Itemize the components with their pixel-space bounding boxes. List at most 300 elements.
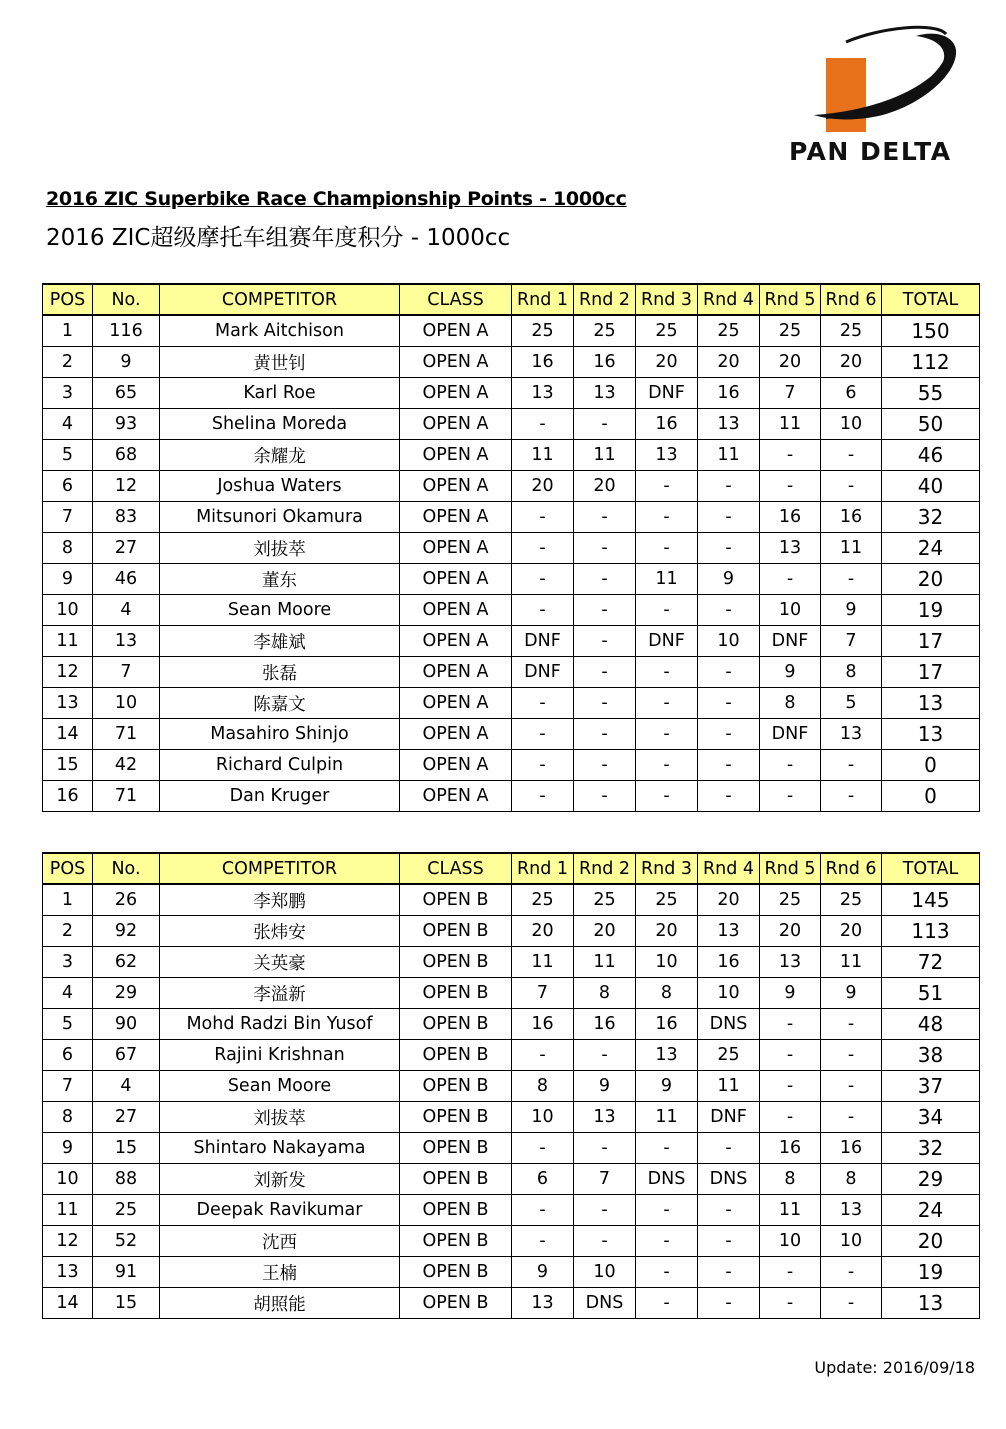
cell-class: OPEN B [400,1102,512,1133]
cell-rnd-1: 16 [512,347,574,378]
cell-rnd-3: 10 [636,947,698,978]
cell-rnd-1: 7 [512,978,574,1009]
cell-total: 29 [882,1164,980,1195]
cell-rnd-2: - [574,657,636,688]
cell-rnd-1: - [512,781,574,812]
cell-rnd-5: 9 [760,657,821,688]
cell-class: OPEN A [400,315,512,347]
cell-rnd-6: - [821,440,882,471]
update-date: Update: 2016/09/18 [814,1358,975,1377]
cell-rnd-6: 16 [821,1133,882,1164]
table-row [43,1288,980,1319]
cell-competitor: Shintaro Nakayama [160,1133,400,1164]
cell-total: 50 [882,409,980,440]
cell-total: 55 [882,378,980,409]
cell-rnd-3: - [636,595,698,626]
cell-rnd-1: - [512,595,574,626]
cell-total: 20 [882,1226,980,1257]
cell-class: OPEN A [400,719,512,750]
cell-rnd-5: 20 [760,916,821,947]
cell-rnd-6: 25 [821,315,882,347]
cell-rnd-3: - [636,471,698,502]
header-rnd-4: Rnd 4 [698,284,760,315]
cell-competitor: 李雄斌 [160,626,400,657]
cell-rnd-6: - [821,1071,882,1102]
cell-rnd-4: 16 [698,947,760,978]
cell-rnd-1: 11 [512,947,574,978]
cell-pos: 9 [43,1133,93,1164]
cell-rnd-5: 11 [760,1195,821,1226]
cell-rnd-4: - [698,750,760,781]
cell-pos: 6 [43,1040,93,1071]
cell-rnd-4: - [698,471,760,502]
cell-class: OPEN A [400,378,512,409]
cell-rnd-5: - [760,781,821,812]
cell-rnd-2: - [574,533,636,564]
table-row [43,533,980,564]
header-rnd-6: Rnd 6 [821,284,882,315]
cell-competitor: 刘新发 [160,1164,400,1195]
table-row [43,1133,980,1164]
cell-rnd-6: 8 [821,657,882,688]
cell-rnd-3: 20 [636,916,698,947]
cell-class: OPEN B [400,884,512,916]
cell-total: 38 [882,1040,980,1071]
cell-rnd-3: DNF [636,378,698,409]
cell-rnd-1: - [512,533,574,564]
cell-rnd-2: DNS [574,1288,636,1319]
cell-total: 0 [882,781,980,812]
cell-competitor: Deepak Ravikumar [160,1195,400,1226]
cell-number: 25 [93,1195,160,1226]
cell-rnd-5: - [760,440,821,471]
cell-rnd-6: 9 [821,978,882,1009]
header-pos: POS [43,284,93,315]
table-row [43,688,980,719]
cell-rnd-4: 13 [698,409,760,440]
cell-rnd-5: - [760,750,821,781]
table-row [43,347,980,378]
cell-pos: 11 [43,626,93,657]
cell-total: 17 [882,657,980,688]
cell-rnd-1: - [512,688,574,719]
cell-rnd-1: 25 [512,884,574,916]
logo-text: PAN DELTA [789,137,952,166]
cell-rnd-5: 16 [760,1133,821,1164]
cell-rnd-4: DNS [698,1164,760,1195]
cell-rnd-5: DNF [760,719,821,750]
cell-rnd-2: - [574,1195,636,1226]
cell-rnd-6: - [821,1009,882,1040]
table-row [43,1257,980,1288]
cell-rnd-5: - [760,1040,821,1071]
cell-number: 46 [93,564,160,595]
cell-competitor: 张炜安 [160,916,400,947]
cell-competitor: 刘拔萃 [160,1102,400,1133]
cell-pos: 14 [43,719,93,750]
table-row [43,1040,980,1071]
header-total: TOTAL [882,284,980,315]
cell-rnd-4: 13 [698,916,760,947]
table-row [43,471,980,502]
cell-rnd-3: 25 [636,315,698,347]
cell-rnd-2: - [574,1040,636,1071]
cell-rnd-6: 9 [821,595,882,626]
standings-table-open-b [42,852,980,1319]
cell-total: 20 [882,564,980,595]
header-rnd-5: Rnd 5 [760,284,821,315]
cell-pos: 5 [43,1009,93,1040]
cell-pos: 14 [43,1288,93,1319]
cell-class: OPEN B [400,947,512,978]
cell-pos: 7 [43,1071,93,1102]
cell-competitor: Rajini Krishnan [160,1040,400,1071]
cell-rnd-2: - [574,502,636,533]
table-row [43,978,980,1009]
cell-rnd-4: - [698,1226,760,1257]
cell-total: 24 [882,533,980,564]
cell-rnd-4: 11 [698,1071,760,1102]
cell-rnd-4: - [698,1133,760,1164]
cell-competitor: 陈嘉文 [160,688,400,719]
cell-number: 27 [93,1102,160,1133]
cell-total: 17 [882,626,980,657]
table-row [43,315,980,347]
cell-number: 71 [93,719,160,750]
cell-class: OPEN B [400,1288,512,1319]
cell-rnd-6: - [821,750,882,781]
cell-rnd-3: - [636,1195,698,1226]
cell-class: OPEN A [400,688,512,719]
cell-competitor: 关英豪 [160,947,400,978]
header-class: CLASS [400,853,512,884]
cell-rnd-3: 11 [636,564,698,595]
cell-total: 150 [882,315,980,347]
cell-competitor: 刘拔萃 [160,533,400,564]
header-rnd-2: Rnd 2 [574,853,636,884]
cell-rnd-6: 6 [821,378,882,409]
table-body [43,884,980,1319]
table-row [43,378,980,409]
cell-class: OPEN A [400,657,512,688]
cell-pos: 13 [43,688,93,719]
cell-rnd-1: 20 [512,471,574,502]
cell-rnd-2: - [574,750,636,781]
cell-rnd-3: 13 [636,440,698,471]
header-competitor: COMPETITOR [160,284,400,315]
cell-total: 145 [882,884,980,916]
cell-number: 67 [93,1040,160,1071]
cell-rnd-3: - [636,533,698,564]
cell-rnd-6: - [821,781,882,812]
cell-total: 46 [882,440,980,471]
cell-class: OPEN B [400,1009,512,1040]
cell-number: 12 [93,471,160,502]
cell-competitor: Shelina Moreda [160,409,400,440]
cell-class: OPEN A [400,471,512,502]
cell-rnd-4: - [698,1257,760,1288]
cell-rnd-2: 20 [574,471,636,502]
header-rnd-3: Rnd 3 [636,853,698,884]
cell-total: 34 [882,1102,980,1133]
cell-rnd-2: - [574,1226,636,1257]
cell-number: 4 [93,595,160,626]
cell-rnd-3: - [636,719,698,750]
cell-pos: 2 [43,347,93,378]
cell-rnd-2: 10 [574,1257,636,1288]
header-number: No. [93,853,160,884]
cell-rnd-1: - [512,1040,574,1071]
page-title: 2016 ZIC Superbike Race Championship Points - 1000cc [46,188,627,210]
cell-pos: 4 [43,978,93,1009]
cell-number: 13 [93,626,160,657]
logo-orange-block [826,58,866,132]
cell-rnd-1: 6 [512,1164,574,1195]
cell-class: OPEN B [400,1133,512,1164]
table-row [43,657,980,688]
header-class: CLASS [400,284,512,315]
cell-rnd-2: - [574,688,636,719]
cell-rnd-5: 13 [760,533,821,564]
cell-rnd-1: - [512,1226,574,1257]
cell-pos: 1 [43,315,93,347]
cell-rnd-4: 16 [698,378,760,409]
cell-rnd-6: 13 [821,1195,882,1226]
table-row [43,564,980,595]
header-pos: POS [43,853,93,884]
cell-rnd-4: 9 [698,564,760,595]
cell-pos: 11 [43,1195,93,1226]
cell-rnd-1: 20 [512,916,574,947]
cell-rnd-3: DNS [636,1164,698,1195]
cell-class: OPEN A [400,347,512,378]
header-rnd-3: Rnd 3 [636,284,698,315]
cell-rnd-3: 16 [636,409,698,440]
cell-total: 13 [882,719,980,750]
cell-number: 27 [93,533,160,564]
table-row [43,947,980,978]
cell-rnd-4: 20 [698,884,760,916]
cell-rnd-5: - [760,1257,821,1288]
cell-rnd-2: 13 [574,378,636,409]
cell-rnd-4: - [698,1195,760,1226]
cell-rnd-4: 25 [698,315,760,347]
cell-pos: 10 [43,1164,93,1195]
cell-rnd-5: - [760,1009,821,1040]
cell-rnd-6: 16 [821,502,882,533]
cell-rnd-4: 25 [698,1040,760,1071]
cell-class: OPEN B [400,1040,512,1071]
cell-total: 32 [882,502,980,533]
table-row [43,1102,980,1133]
cell-rnd-5: DNF [760,626,821,657]
table-header-row [43,853,980,884]
table-row [43,750,980,781]
cell-class: OPEN A [400,502,512,533]
cell-number: 116 [93,315,160,347]
cell-rnd-5: 7 [760,378,821,409]
cell-rnd-1: - [512,750,574,781]
cell-total: 112 [882,347,980,378]
header-rnd-2: Rnd 2 [574,284,636,315]
cell-pos: 1 [43,884,93,916]
cell-rnd-4: 10 [698,626,760,657]
cell-competitor: Sean Moore [160,595,400,626]
table-header-row [43,284,980,315]
header-rnd-1: Rnd 1 [512,284,574,315]
cell-rnd-3: - [636,1133,698,1164]
cell-rnd-3: 25 [636,884,698,916]
cell-rnd-4: - [698,595,760,626]
cell-rnd-2: 20 [574,916,636,947]
cell-class: OPEN A [400,781,512,812]
cell-rnd-6: 20 [821,347,882,378]
cell-pos: 12 [43,657,93,688]
cell-rnd-3: - [636,1288,698,1319]
cell-rnd-4: - [698,533,760,564]
cell-rnd-1: 11 [512,440,574,471]
cell-competitor: Karl Roe [160,378,400,409]
cell-pos: 8 [43,1102,93,1133]
cell-pos: 2 [43,916,93,947]
cell-rnd-5: 10 [760,1226,821,1257]
cell-rnd-2: - [574,781,636,812]
cell-total: 13 [882,1288,980,1319]
table-row [43,1009,980,1040]
cell-rnd-5: 10 [760,595,821,626]
cell-rnd-4: DNF [698,1102,760,1133]
cell-rnd-3: - [636,1226,698,1257]
cell-rnd-4: - [698,502,760,533]
cell-total: 72 [882,947,980,978]
cell-rnd-5: 11 [760,409,821,440]
cell-class: OPEN B [400,978,512,1009]
table-row [43,1195,980,1226]
cell-rnd-6: 8 [821,1164,882,1195]
cell-number: 65 [93,378,160,409]
cell-rnd-1: DNF [512,626,574,657]
cell-competitor: 余耀龙 [160,440,400,471]
cell-rnd-3: - [636,1257,698,1288]
cell-total: 51 [882,978,980,1009]
cell-rnd-1: 8 [512,1071,574,1102]
cell-competitor: 董东 [160,564,400,595]
cell-competitor: Mitsunori Okamura [160,502,400,533]
cell-total: 19 [882,595,980,626]
cell-rnd-3: - [636,750,698,781]
cell-rnd-6: 7 [821,626,882,657]
cell-rnd-1: 13 [512,378,574,409]
table-row [43,595,980,626]
header-rnd-5: Rnd 5 [760,853,821,884]
cell-rnd-4: - [698,1288,760,1319]
cell-rnd-5: - [760,471,821,502]
cell-rnd-3: 16 [636,1009,698,1040]
cell-rnd-2: 13 [574,1102,636,1133]
cell-rnd-4: - [698,719,760,750]
cell-rnd-3: 11 [636,1102,698,1133]
cell-rnd-4: DNS [698,1009,760,1040]
cell-number: 71 [93,781,160,812]
cell-rnd-1: - [512,1195,574,1226]
cell-class: OPEN B [400,1226,512,1257]
cell-competitor: 黄世钊 [160,347,400,378]
cell-number: 26 [93,884,160,916]
cell-rnd-6: - [821,1102,882,1133]
cell-rnd-2: 25 [574,884,636,916]
cell-total: 13 [882,688,980,719]
cell-total: 32 [882,1133,980,1164]
cell-rnd-4: - [698,657,760,688]
header-rnd-6: Rnd 6 [821,853,882,884]
cell-class: OPEN A [400,626,512,657]
cell-rnd-5: 25 [760,315,821,347]
cell-total: 113 [882,916,980,947]
cell-rnd-6: 10 [821,1226,882,1257]
cell-rnd-2: 9 [574,1071,636,1102]
cell-rnd-3: - [636,781,698,812]
table-row [43,502,980,533]
header-number: No. [93,284,160,315]
cell-number: 15 [93,1133,160,1164]
cell-rnd-1: - [512,719,574,750]
cell-competitor: Dan Kruger [160,781,400,812]
cell-rnd-2: 16 [574,347,636,378]
table-body [43,315,980,812]
cell-number: 29 [93,978,160,1009]
cell-number: 90 [93,1009,160,1040]
cell-competitor: Joshua Waters [160,471,400,502]
cell-rnd-1: 9 [512,1257,574,1288]
cell-pos: 15 [43,750,93,781]
cell-pos: 16 [43,781,93,812]
cell-rnd-1: 10 [512,1102,574,1133]
cell-number: 15 [93,1288,160,1319]
cell-class: OPEN B [400,1195,512,1226]
cell-number: 42 [93,750,160,781]
table-row [43,440,980,471]
cell-rnd-3: - [636,688,698,719]
cell-rnd-2: 7 [574,1164,636,1195]
cell-competitor: Mark Aitchison [160,315,400,347]
cell-rnd-1: - [512,502,574,533]
cell-rnd-3: - [636,657,698,688]
cell-pos: 10 [43,595,93,626]
cell-rnd-3: 8 [636,978,698,1009]
cell-pos: 6 [43,471,93,502]
cell-number: 88 [93,1164,160,1195]
cell-class: OPEN B [400,916,512,947]
cell-rnd-5: 16 [760,502,821,533]
cell-rnd-4: 10 [698,978,760,1009]
page-subtitle-chinese: 2016 ZIC超级摩托车组赛年度积分 - 1000cc [46,225,511,251]
cell-rnd-1: 25 [512,315,574,347]
cell-rnd-1: 13 [512,1288,574,1319]
table-row [43,884,980,916]
table-row [43,626,980,657]
cell-rnd-6: 13 [821,719,882,750]
cell-competitor: Mohd Radzi Bin Yusof [160,1009,400,1040]
cell-pos: 12 [43,1226,93,1257]
cell-rnd-1: 16 [512,1009,574,1040]
cell-number: 93 [93,409,160,440]
table-row [43,1071,980,1102]
cell-competitor: 李溢新 [160,978,400,1009]
cell-pos: 5 [43,440,93,471]
cell-total: 37 [882,1071,980,1102]
cell-rnd-6: 11 [821,947,882,978]
cell-competitor: Richard Culpin [160,750,400,781]
